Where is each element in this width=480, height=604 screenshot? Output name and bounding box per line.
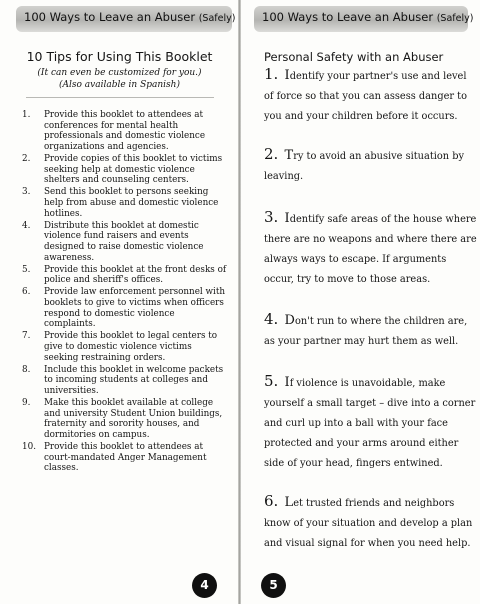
tip-item: [22, 331, 227, 363]
tip-item: [22, 265, 227, 286]
safety-list: [264, 64, 478, 571]
safety-item: [264, 64, 478, 127]
tip-number: 1.: [22, 110, 31, 120]
tip-item: [22, 154, 227, 186]
tip-number: 2.: [22, 153, 31, 164]
item-initial: T: [284, 148, 294, 163]
tip-number: 6.: [22, 287, 31, 298]
item-initial: L: [284, 495, 294, 510]
tip-number: 10.: [22, 442, 36, 453]
tip-item: [22, 221, 227, 263]
item-text: f violence is unavoidable, make yourself a small target – dive into a corner and curl up into a ball with your face protected and your arms around either side of your head, fingers entwined.: [264, 378, 476, 469]
tip-text: Provide law enforcement personnel with booklets to give to victims when officers respond to domestic violence complaints.: [44, 287, 226, 330]
tip-text: Provide copies of this booklet to victims seeking help at domestic violence shelters and counseling centers.: [44, 153, 223, 186]
tips-list: [22, 110, 227, 476]
tip-text: Provide this booklet to attendees at conferences for mental health professionals and domestic violence organizations and agencies.: [44, 110, 206, 152]
safety-item: [264, 371, 478, 474]
tip-number: 5.: [22, 264, 31, 275]
header-title-text: 100 Ways to Leave an Abuser: [24, 10, 196, 24]
item-number: 5.: [264, 372, 279, 390]
item-text: on't run to where the children are, as your partner may hurt them as well.: [264, 316, 468, 347]
item-text: et trusted friends and neighbors know of your situation and develop a plan and visual signal for when you need help.: [264, 498, 473, 549]
tip-number: 9.: [22, 398, 31, 409]
tip-number: 7.: [22, 331, 31, 342]
tips-title: 10 Tips for Using This Booklet: [26, 49, 213, 64]
header-title-text: 100 Ways to Leave an Abuser: [262, 10, 434, 24]
tip-item: [22, 398, 227, 440]
item-number: 6.: [264, 492, 279, 510]
tip-item: [22, 110, 227, 152]
item-number: 1.: [264, 65, 279, 83]
item-number: 4.: [264, 310, 279, 328]
page-number-left: 4: [192, 573, 217, 598]
tip-item: [22, 187, 227, 219]
tip-item: [22, 365, 227, 397]
tip-text: Distribute this booklet at domestic violence fund raisers and events designed to raise domestic violence awareness.: [44, 220, 204, 263]
right-header-title: [262, 10, 473, 24]
safety-item: [264, 309, 478, 352]
item-text: dentify your partner's use and level of force so that you can assess danger to you and your children before it occurs.: [264, 71, 468, 122]
tip-number: 4.: [22, 220, 31, 231]
tip-text: Include this booklet in welcome packets to incoming students at colleges and universities.: [44, 364, 224, 396]
tips-subtitle-1: (It can even be customized for you.): [37, 68, 202, 78]
header-title-paren: (Safely): [198, 13, 236, 24]
item-number: 3.: [264, 208, 279, 226]
tip-text: Make this booklet available at college and university Student Union buildings, fraternity and sorority houses, and dormitories on campus.: [44, 398, 223, 440]
item-initial: I: [284, 211, 290, 226]
safety-item: [264, 491, 478, 554]
divider: [26, 97, 214, 98]
left-page: [0, 0, 239, 604]
item-number: 2.: [264, 145, 279, 163]
tip-item: [22, 287, 227, 329]
item-initial: I: [284, 68, 290, 83]
tip-text: Provide this booklet to legal centers to give to domestic violence victims seeking restraining orders.: [44, 331, 218, 363]
tips-subtitle-2: (Also available in Spanish): [59, 80, 180, 90]
page-number-right: 5: [261, 573, 286, 598]
item-initial: I: [284, 375, 290, 390]
tip-number: 3.: [22, 187, 31, 198]
tip-text: Send this booklet to persons seeking help from abuse and domestic violence hotlines.: [44, 187, 219, 219]
safety-item: [264, 144, 478, 187]
tip-item: [22, 442, 227, 474]
item-text: dentify safe areas of the house where there are no weapons and where there are always ways to escape. If arguments occur, try to move to those areas.: [264, 214, 477, 285]
section-title: Personal Safety with an Abuser: [264, 50, 444, 64]
header-title-paren: (Safely): [436, 13, 474, 24]
tip-text: Provide this booklet to attendees at court-mandated Anger Management classes.: [44, 442, 207, 474]
left-header-title: [24, 10, 235, 24]
tip-number: 8.: [22, 364, 31, 375]
safety-item: [264, 207, 478, 290]
item-text: ry to avoid an abusive situation by leaving.: [264, 151, 465, 182]
item-initial: D: [284, 313, 295, 328]
tip-text: Provide this booklet at the front desks of police and sheriff's offices.: [44, 264, 227, 286]
right-page: [240, 0, 480, 604]
